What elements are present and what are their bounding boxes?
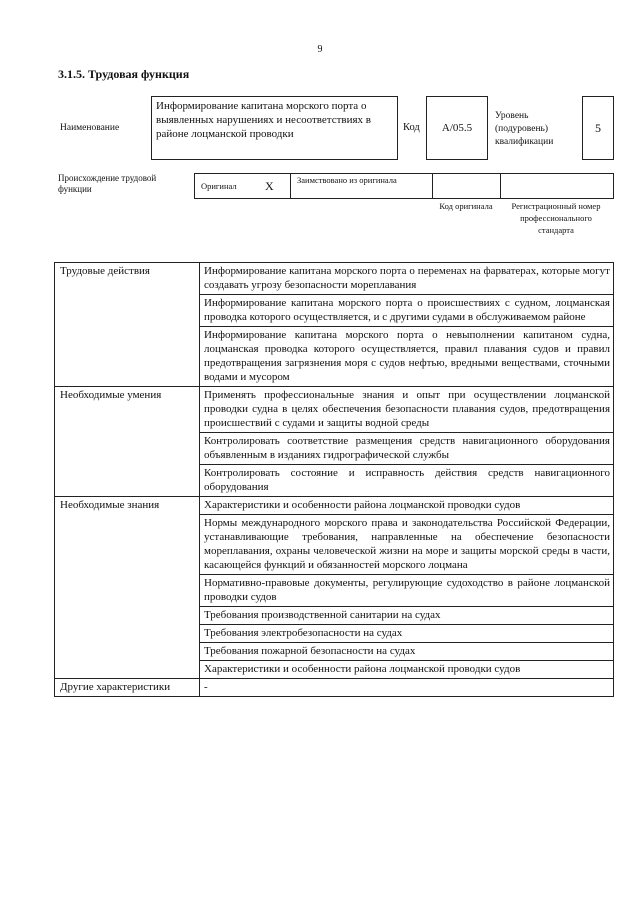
category-cell: Необходимые умения	[55, 387, 200, 497]
category-cell: Трудовые действия	[55, 263, 200, 387]
origin-row	[194, 173, 614, 199]
item-cell: Характеристики и особенности района лоцманской проводки судов	[200, 497, 614, 515]
table-row	[55, 679, 614, 697]
table-row	[55, 263, 614, 295]
category-cell: Необходимые знания	[55, 497, 200, 679]
category-cell: Другие характеристики	[55, 679, 200, 697]
requirements-table	[54, 262, 614, 697]
item-cell: Требования пожарной безопасности на судах	[200, 643, 614, 661]
section-title: 3.1.5. Трудовая функция	[58, 67, 190, 81]
level-label: Уровень (подуровень) квалификации	[495, 111, 554, 147]
item-cell: Нормативно-правовые документы, регулирующие судоходство в районе лоцманской проводки судов	[200, 575, 614, 607]
page-number: 9	[317, 44, 323, 55]
item-cell: Информирование капитана морского порта о переменах на фарватерах, которые могут создавать угрозу безопасности мореплавания	[200, 263, 614, 295]
code-value-box: A/05.5	[426, 96, 488, 160]
item-cell: Контролировать соответствие размещения средств навигационного оборудования объявленным в изданиях гидрографической службы	[200, 433, 614, 465]
table-row	[55, 497, 614, 515]
level-value-box: 5	[582, 96, 614, 160]
original-mark: X	[265, 179, 274, 193]
item-cell: Контролировать состояние и исправность действия средств навигационного оборудования	[200, 465, 614, 497]
origin-label: Происхождение трудовой функции	[58, 173, 157, 194]
item-cell: Нормы международного морского права и законодательства Российской Федерации, устанавливающие требования, направленные на обеспечение безопасности мореплавания, охраны человеческой жизни на море и защиты морской среды в части, касающейся функций и обязанностей морского лоцмана	[200, 515, 614, 575]
item-cell: -	[200, 679, 614, 697]
item-cell: Применять профессиональные знания и опыт при осуществлении лоцманской проводки судна в целях обеспечения безопасности плавания судов, предотвращения происшествий с судами и защиты водной среды	[200, 387, 614, 433]
original-label: Оригинал	[201, 181, 237, 191]
table-row	[55, 387, 614, 433]
item-cell: Характеристики и особенности района лоцманской проводки судов	[200, 661, 614, 679]
borrowed-label: Заимствовано из оригинала	[297, 175, 397, 185]
function-name-box: Информирование капитана морского порта о выявленных нарушениях и несоответствиях в районе лоцманской проводки	[151, 96, 398, 160]
reg-number-cell	[501, 174, 613, 198]
code-label: Код	[403, 122, 420, 133]
item-cell: Требования производственной санитарии на судах	[200, 607, 614, 625]
item-cell: Информирование капитана морского порта о происшествиях с судном, лоцманская проводка которого осуществляется, и с другими судами в обслуживаемом районе	[200, 295, 614, 327]
code-original-cell	[433, 174, 501, 198]
code-original-caption: Код оригинала	[439, 201, 493, 211]
borrowed-cell	[291, 174, 433, 198]
name-label: Наименование	[60, 123, 120, 133]
original-cell	[195, 174, 291, 198]
reg-number-caption: Регистрационный номер профессионального стандарта	[511, 201, 601, 235]
item-cell: Информирование капитана морского порта о невыполнении капитаном судна, лоцманская проводка которого осуществляется, правил плавания судов и правил предотвращения загрязнения моря с судов нефтью, вредными веществами, сточными водами и мусором	[200, 327, 614, 387]
item-cell: Требования электробезопасности на судах	[200, 625, 614, 643]
